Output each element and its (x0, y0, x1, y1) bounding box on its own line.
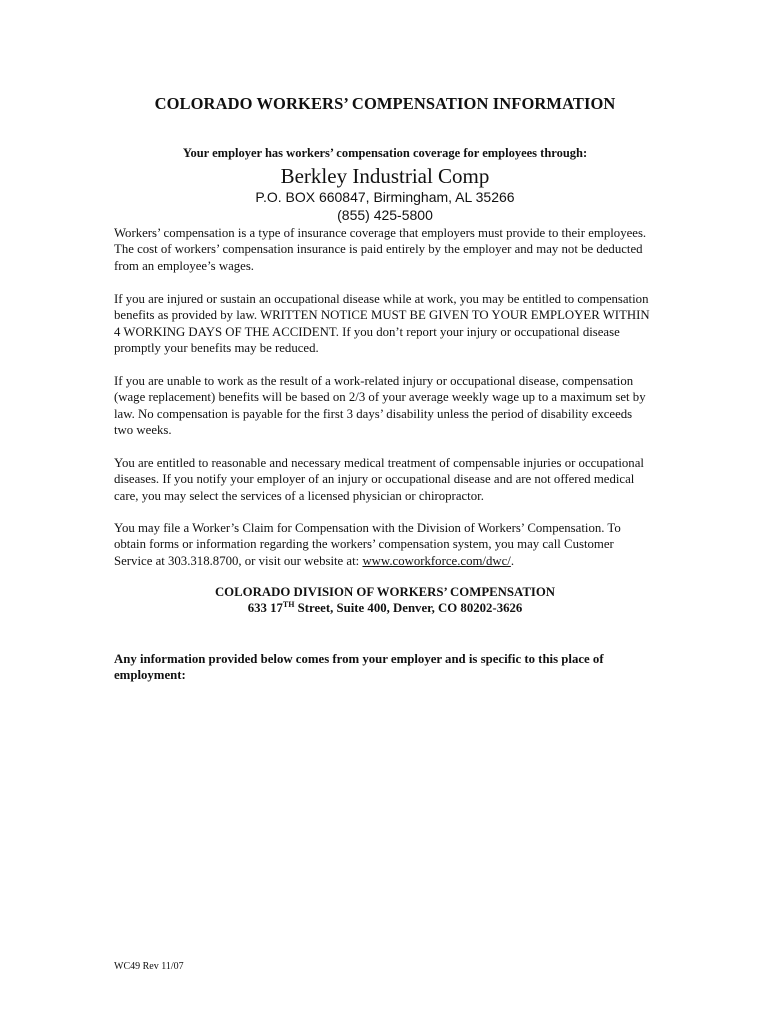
division-name: COLORADO DIVISION OF WORKERS’ COMPENSATION (214, 585, 556, 599)
division-address (0, 600, 770, 616)
paragraph-file-claim (114, 520, 654, 569)
form-revision: WC49 Rev 11/07 (114, 961, 184, 972)
division-street-suffix: TH (282, 600, 295, 609)
paragraph-injury-notice: If you are injured or sustain an occupational disease while at work, you may be entitled to compensation benefits as provided by law. WRITTEN NOTICE MUST BE GIVEN TO YOUR EMPLOYER WITHIN 4 WORKING DAYS OF THE ACCIDENT. If you don’t report your injury or occupational disease promptly your benefits may be reduced. (114, 292, 650, 356)
coverage-intro: Your employer has workers’ compensation coverage for employees through: (182, 146, 588, 160)
carrier-name: Berkley Industrial Comp (280, 164, 490, 188)
paragraph-wage-replacement: If you are unable to work as the result of a work-related injury or occupational disease, compensation (wage replacement) benefits will be based on 2/3 of your average weekly wage up to a maximum set by law. No compensation is payable for the first 3 days’ disability unless the period of disability exceeds two weeks. (114, 374, 646, 438)
carrier-phone: (855) 425-5800 (337, 207, 433, 223)
division-website-link[interactable]: www.coworkforce.com/dwc/ (362, 553, 511, 568)
file-claim-text: You may file a Worker’s Claim for Compensation with the Division of Workers’ Compensation. To obtain forms or information regarding the workers’ compensation system, you may call Customer Service at 303.318.8700, or visit our website at: (114, 521, 621, 568)
paragraph-medical-treatment: You are entitled to reasonable and necessary medical treatment of compensable injuries or occupational diseases. If you notify your employer of an injury or occupational disease and are not offered medical care, you may select the services of a licensed physician or chiropractor. (114, 456, 644, 503)
carrier-address: P.O. BOX 660847, Birmingham, AL 35266 (255, 189, 515, 205)
paragraph-insurance-definition: Workers’ compensation is a type of insurance coverage that employers must provide to their employees. The cost of workers’ compensation insurance is paid entirely by the employer and may not be deducted from an employee’s wages. (114, 226, 647, 273)
division-street-number: 633 17 (247, 601, 283, 615)
file-claim-end: . (510, 553, 515, 568)
document-title: COLORADO WORKERS’ COMPENSATION INFORMATION (154, 94, 616, 113)
employer-info-note: Any information provided below comes from your employer and is specific to this place of employment: (114, 652, 604, 683)
division-street-rest: Street, Suite 400, Denver, CO 80202-3626 (294, 601, 523, 615)
